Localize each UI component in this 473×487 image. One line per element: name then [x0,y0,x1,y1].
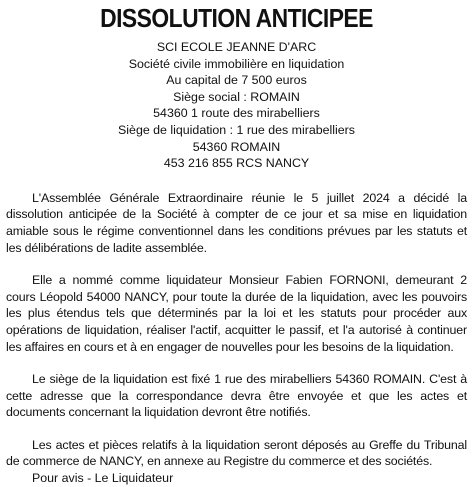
registered-office: Siège social : ROMAIN [173,89,300,104]
notice-title: DISSOLUTION ANTICIPEE [100,3,373,33]
rcs-number: 453 216 855 RCS NANCY [163,156,310,171]
liquidation-office: Siège de liquidation : 1 rue des mirabelliers [118,122,355,137]
liquidation-office-city: 54360 ROMAIN [192,139,281,154]
company-type: Société civile immobilière en liquidation [128,56,345,71]
company-name: SCI ECOLE JEANNE D'ARC [156,40,317,54]
paragraph-liquidation-seat: Le siège de la liquidation est fixé 1 rue des mirabelliers 54360 ROMAIN. C'est à cette adresse que la correspondance devra être envoyée et que les actes et documents concernant la liquidation devront être notifiés. [6,372,467,420]
paragraph-filing: Les actes et pièces relatifs à la liquidation seront déposés au Greffe du Tribunal de commerce de NANCY, en annexe au Registre du commerce et des sociétés. [6,437,467,469]
company-header [6,39,467,172]
registered-office-address: 54360 1 route des mirabelliers [153,106,320,121]
company-capital: Au capital de 7 500 euros [166,73,307,88]
signoff: Pour avis - Le Liquidateur [32,471,174,486]
paragraph-dissolution: L'Assemblée Générale Extraordinaire réunie le 5 juillet 2024 a décidé la dissolution anticipée de la Société à compter de ce jour et sa mise en liquidation amiable sous le régime conventionnel dans les conditions prévues par les statuts et les délibérations de ladite assemblée. [6,190,467,255]
paragraph-liquidator: Elle a nommé comme liquidateur Monsieur Fabien FORNONI, demeurant 2 cours Léopold 54000 NANCY, pour toute la durée de la liquidation, avec les pouvoirs les plus étendus tels que déterminés par la loi et les statuts pour procéder aux opérations de liquidation, réaliser l'actif, acquitter le passif, et l'a autorisé à continuer les affaires en cours et à en engager de nouvelles pour les besoins de la liquidation. [6,273,467,354]
